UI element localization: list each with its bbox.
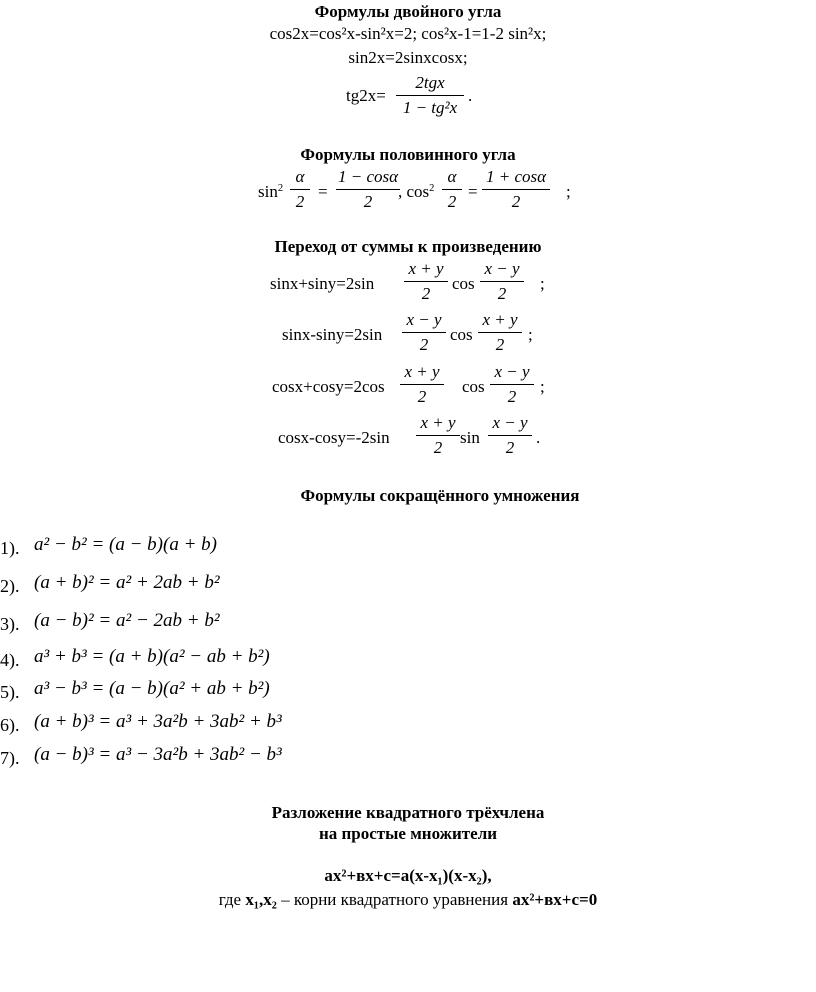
stp-mid-func: cos	[452, 274, 475, 293]
fraction-numerator: x − y	[406, 310, 442, 329]
tg2x-denominator: 1 − tg²x	[402, 98, 458, 117]
formula: (a + b)³ = a³ + 3a²b + 3ab² + b³	[34, 711, 282, 732]
stp-lhs: sinx-siny=2sin	[282, 325, 383, 344]
where-label: где	[218, 890, 246, 909]
fraction-denominator: 2	[421, 284, 431, 303]
square-exponent: 2	[429, 183, 435, 195]
fraction-numerator: x + y	[408, 259, 444, 278]
formula-number: 1).	[0, 538, 20, 558]
formula: (a − b)² = a² − 2ab + b²	[34, 610, 220, 631]
formula-number: 5).	[0, 682, 20, 702]
fraction-denominator: 2	[497, 284, 507, 303]
stp-end: ;	[540, 274, 545, 293]
fraction-bar	[442, 189, 462, 190]
alpha: α	[295, 167, 305, 186]
tg2x-numerator: 2tgx	[415, 73, 445, 92]
formula-number: 3).	[0, 614, 20, 634]
double-angle-line-2: sin2x=2sinxcosx;	[348, 48, 468, 67]
fraction-bar	[482, 189, 550, 190]
formula: (a − b)³ = a³ − 3a²b + 3ab² − b³	[34, 744, 282, 765]
two: 2	[363, 192, 373, 211]
fraction-numerator: x + y	[482, 310, 518, 329]
stp-end: ;	[540, 377, 545, 396]
fraction-denominator: 2	[419, 335, 429, 354]
stp-fraction-2	[490, 361, 534, 408]
fraction-numerator: x − y	[492, 413, 528, 432]
trinomial-title-2: на простые множители	[318, 824, 498, 843]
formula-number: 2).	[0, 576, 20, 596]
trinomial-title-1: Разложение квадратного трёхчлена	[271, 803, 545, 822]
formula: (a + b)² = a² + 2ab + b²	[34, 572, 220, 593]
fraction-numerator: x + y	[404, 362, 440, 381]
stp-fraction-2	[480, 258, 524, 305]
fraction-bar	[336, 189, 400, 190]
one-minus-cos-alpha: 1 − cosα	[337, 167, 399, 186]
comma-cos-label: , cos	[398, 182, 430, 201]
tg2x-fraction	[396, 72, 464, 119]
fraction-bar	[478, 332, 522, 333]
half-angle-title: Формулы половинного угла	[300, 145, 516, 164]
stp-lhs: cosx+cosy=2cos	[272, 377, 385, 396]
half-sin-fraction	[336, 166, 400, 213]
fraction-denominator: 2	[495, 335, 505, 354]
fraction-bar	[400, 384, 444, 385]
half-cos	[398, 182, 434, 202]
stp-fraction-1	[400, 361, 444, 408]
half-alpha-fraction-2	[442, 166, 462, 213]
formula: a² − b² = (a − b)(a + b)	[34, 534, 217, 555]
square-exponent: 2	[277, 183, 284, 195]
stp-fraction-1	[402, 309, 446, 356]
formula: a³ + b³ = (a + b)(a² − ab + b²)	[34, 646, 270, 667]
stp-fraction-2	[488, 412, 532, 459]
fraction-denominator: 2	[507, 387, 517, 406]
half-sin	[258, 182, 283, 202]
formula-number: 7).	[0, 748, 20, 768]
roots-symbols: x₁,x₂	[245, 890, 277, 909]
stp-fraction-1	[416, 412, 460, 459]
stp-mid-func: cos	[450, 325, 473, 344]
fraction-numerator: x + y	[420, 413, 456, 432]
fraction-bar	[290, 189, 310, 190]
fraction-denominator: 2	[417, 387, 427, 406]
double-angle-title: Формулы двойного угла	[314, 2, 502, 21]
one-plus-cos-alpha: 1 + cosα	[485, 167, 547, 186]
sin-label: sin	[258, 182, 278, 201]
half-cos-fraction	[482, 166, 550, 213]
half-angle-end: ;	[566, 182, 571, 201]
alpha: α	[447, 167, 457, 186]
fraction-bar	[396, 95, 464, 96]
stp-fraction-2	[478, 309, 522, 356]
fraction-numerator: x − y	[494, 362, 530, 381]
fraction-bar	[404, 281, 448, 282]
fraction-denominator: 2	[505, 438, 515, 457]
fraction-numerator: x − y	[484, 259, 520, 278]
short-mult-title: Формулы сокращённого умножения	[300, 486, 580, 505]
equals-2: =	[468, 182, 478, 201]
dash: –	[276, 890, 294, 909]
stp-lhs: cosx-cosy=-2sin	[278, 428, 390, 447]
sum-to-product-title: Переход от суммы к произведению	[274, 237, 542, 256]
trinomial-formula: ax²+вx+c=a(x-x₁)(x-x₂),	[324, 866, 492, 885]
fraction-bar	[480, 281, 524, 282]
two: 2	[295, 192, 305, 211]
stp-mid-func: cos	[462, 377, 485, 396]
fraction-denominator: 2	[433, 438, 443, 457]
half-alpha-fraction-1	[290, 166, 310, 213]
trinomial-roots-line	[0, 890, 816, 910]
formula: a³ − b³ = (a − b)(a² + ab + b²)	[34, 678, 270, 699]
stp-fraction-1	[404, 258, 448, 305]
roots-text: корни квадратного уравнения	[293, 890, 513, 909]
two: 2	[447, 192, 457, 211]
quadratic-equation: ax²+вx+c=0	[512, 890, 598, 909]
stp-end: .	[536, 428, 541, 447]
stp-lhs: sinx+siny=2sin	[270, 274, 375, 293]
fraction-bar	[490, 384, 534, 385]
stp-end: ;	[528, 325, 533, 344]
equals-1: =	[318, 182, 328, 201]
fraction-bar	[488, 435, 532, 436]
double-angle-line-1: cos2x=cos²x-sin²x=2; cos²x-1=1-2 sin²x;	[269, 24, 547, 43]
fraction-bar	[402, 332, 446, 333]
formula-number: 4).	[0, 650, 20, 670]
tg2x-end: .	[468, 86, 473, 105]
stp-mid-func: sin	[460, 428, 480, 447]
tg2x-prefix: tg2x=	[346, 86, 386, 105]
formula-number: 6).	[0, 715, 20, 735]
two: 2	[511, 192, 521, 211]
fraction-bar	[416, 435, 460, 436]
